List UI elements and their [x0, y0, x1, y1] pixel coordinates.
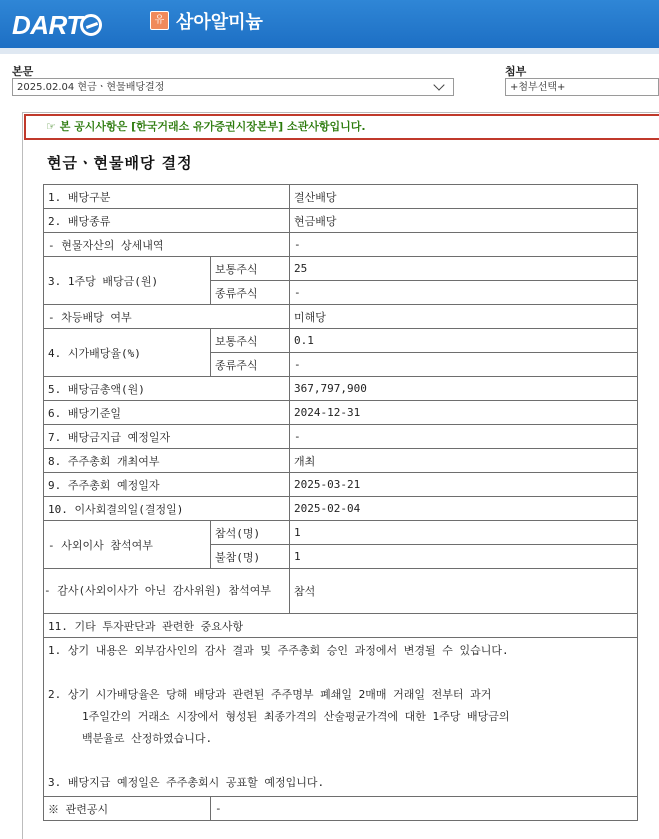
row-label: 6. 배당기준일 [44, 401, 290, 425]
row-value: 결산배당 [290, 185, 638, 209]
row-value: 미해당 [290, 305, 638, 329]
table-row [44, 401, 638, 425]
related-value: - [211, 797, 638, 821]
row-label: - 감사(사외이사가 아닌 감사위원) 참석여부 [44, 569, 290, 614]
row-value: 현금배당 [290, 209, 638, 233]
body-select[interactable] [12, 78, 454, 96]
market-badge: 유 [150, 11, 169, 30]
page-title: 현금ㆍ현물배당 결정 [47, 154, 193, 172]
table-row [44, 185, 638, 209]
row-sublabel: 보통주식 [211, 257, 290, 281]
chevron-down-icon [433, 79, 444, 90]
note-1: 1. 상기 내용은 외부감사인의 감사 결과 및 주주총회 승인 과정에서 변경될 수 있습니다. [48, 644, 509, 657]
jurisdiction-notice: ☞ 본 공시사항은 [한국거래소 유가증권시장본부] 소관사항입니다. [24, 114, 659, 140]
row-value: - [290, 425, 638, 449]
notes-cell [44, 638, 638, 797]
related-label: ※ 관련공시 [44, 797, 211, 821]
note-3: 3. 배당지급 예정일은 주주총회시 공표할 예정입니다. [48, 776, 325, 789]
note-2-line-3: 백분율로 산정하였습니다. [82, 732, 213, 745]
table-row [44, 329, 638, 353]
header-divider [0, 48, 659, 54]
attach-select[interactable] [505, 78, 659, 96]
row-label: 7. 배당금지급 예정일자 [44, 425, 290, 449]
table-row [44, 797, 638, 821]
row-value: 2025-02-04 [290, 497, 638, 521]
row-label: - 현물자산의 상세내역 [44, 233, 290, 257]
table-row [44, 425, 638, 449]
row-sublabel: 참석(명) [211, 521, 290, 545]
table-row [44, 209, 638, 233]
row-value: - [290, 353, 638, 377]
table-row [44, 497, 638, 521]
dart-logo[interactable]: DART [12, 10, 102, 41]
table-row [44, 377, 638, 401]
row-label: - 차등배당 여부 [44, 305, 290, 329]
body-select-value: 2025.02.04 현금ㆍ현물배당결정 [17, 82, 165, 93]
row-label: 11. 기타 투자판단과 관련한 중요사항 [44, 614, 638, 638]
row-value: 참석 [290, 569, 638, 614]
table-row [44, 638, 638, 797]
note-spacer [48, 662, 633, 684]
row-sublabel: 보통주식 [211, 329, 290, 353]
row-label: 4. 시가배당율(%) [44, 329, 211, 377]
table-row [44, 449, 638, 473]
table-row [44, 233, 638, 257]
row-label: 1. 배당구분 [44, 185, 290, 209]
table-row [44, 569, 638, 614]
row-sublabel: 불참(명) [211, 545, 290, 569]
row-value: 1 [290, 521, 638, 545]
table-row [44, 305, 638, 329]
row-label: 10. 이사회결의일(결정일) [44, 497, 290, 521]
table-row [44, 257, 638, 281]
row-sublabel: 종류주식 [211, 353, 290, 377]
top-bar [0, 0, 659, 48]
disclosure-table [43, 184, 638, 821]
row-value: - [290, 281, 638, 305]
row-value: 0.1 [290, 329, 638, 353]
note-2-line-2: 1주일간의 거래소 시장에서 형성된 최종가격의 산술평균가격에 대한 1주당 배당금의 [82, 710, 510, 723]
row-value: 1 [290, 545, 638, 569]
attach-label: 첨부 [505, 65, 527, 78]
row-label: - 사외이사 참석여부 [44, 521, 211, 569]
logo-mark-icon [80, 14, 102, 36]
row-sublabel: 종류주식 [211, 281, 290, 305]
row-value: - [290, 233, 638, 257]
row-label: 9. 주주총회 예정일자 [44, 473, 290, 497]
row-value: 367,797,900 [290, 377, 638, 401]
row-value: 25 [290, 257, 638, 281]
note-2: 2. 상기 시가배당율은 당해 배당과 관련된 주주명부 폐쇄일 2매매 거래일 전부터 과거 [48, 688, 492, 701]
row-label: 8. 주주총회 개최여부 [44, 449, 290, 473]
table-row [44, 473, 638, 497]
row-value: 2025-03-21 [290, 473, 638, 497]
table-row [44, 614, 638, 638]
company-name: 삼아알미늄 [176, 12, 263, 33]
row-label: 2. 배당종류 [44, 209, 290, 233]
note-spacer [48, 750, 633, 772]
row-value: 2024-12-31 [290, 401, 638, 425]
attach-select-value: +첨부선택+ [510, 82, 566, 93]
row-label: 5. 배당금총액(원) [44, 377, 290, 401]
table-row [44, 521, 638, 545]
row-value: 개최 [290, 449, 638, 473]
body-label: 본문 [12, 65, 34, 78]
row-label: 3. 1주당 배당금(원) [44, 257, 211, 305]
